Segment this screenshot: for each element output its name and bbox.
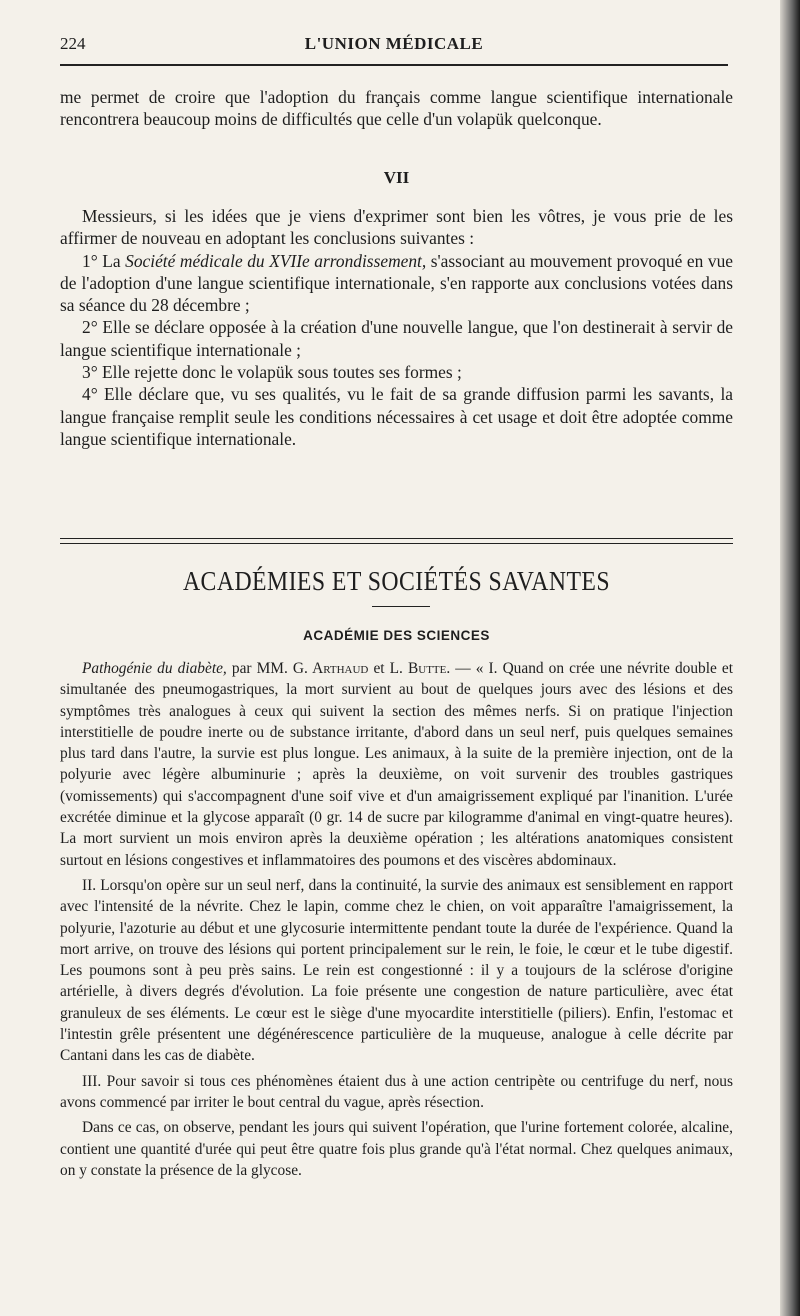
conclusion-2: 2° Elle se déclare opposée à la création d'une nouvelle langue, que l'on destinerait à servir de langue scientifique internationale ;: [60, 317, 733, 360]
conclusion-1-num: 1° La: [82, 250, 126, 271]
academie-des-sciences-heading: ACADÉMIE DES SCIENCES: [303, 628, 490, 643]
society-name: Société médicale du XVIIe arrondissement,: [125, 250, 427, 271]
academies-title: ACADÉMIES ET SOCIÉTÉS SAVANTES: [182, 566, 611, 596]
journal-title: L'UNION MÉDICALE: [304, 34, 484, 53]
author-2: L. Butte.: [389, 660, 451, 677]
section-vii-heading-block: [60, 168, 733, 188]
book-spine-shadow: [780, 0, 800, 1316]
conclusion-4: 4° Elle déclare que, vu ses qualités, vu le fait de sa grande diffusion parmi les savants, la langue française remplit seule les conditions nécessaires à cet usage et doit être adoptée comme langue scientifique internationale.: [60, 384, 733, 449]
header-rule: [60, 64, 728, 66]
conclusion-1-text: s'associant au mouvement provoqué en vue de l'adoption d'une langue scientifique internationale, s'en rapporte aux conclusions votées dans sa séance du 28 décembre ;: [60, 250, 733, 316]
article-paragraph-2: II. Lorsqu'on opère sur un seul nerf, dans la continuité, la survie des animaux est sensiblement en rapport avec l'intensité de la névrite. Chez le lapin, comme chez le chien, on voit apparaître l'amaigrissement, la polyurie, l'azoturie au début et une glycosurie intermittente pendant toute la durée de l'expérience. Quand la mort arrive, on trouve des lésions qui portent principalement sur le rein, le foie, le cœur et le tube digestif. Les poumons sont à peu près sains. Le rein est congestionné : il y a toujours de la sclérose d'origine artérielle, à divers degrés d'évolution. La foie présente une congestion de nature particulière, avec état granuleux de ses éléments. Le cœur est le siège d'une myocardite interstitielle (piliers). Enfin, l'estomac et l'intestin grêle présentent une dégénérescence particulière de la muqueuse, analogue à celle décrite par Cantani dans les cas de diabète.: [60, 876, 733, 1065]
running-header: [60, 34, 728, 58]
title-short-rule: [372, 606, 430, 607]
section-numeral: VII: [383, 168, 410, 187]
article-block: [60, 658, 733, 1181]
article-and: et: [368, 660, 390, 677]
section-double-rule: [60, 538, 733, 544]
article-text-1: — « I. Quand on crée une névrite double et simultanée des pneumogastriques, la mort survient au bout de quelques jours avec des lésions et des symptômes très analogues à ceux qui suivent la section des mêmes nerfs. Si on pratique l'injection interstitielle de poudre inerte ou de substance irritante, d'abord dans un seul nerf, puis quelques semaines plus tard dans l'autre, la survie est plus longue. Les animaux, à la suite de la première injection, ont de la polyurie avec légère albuminurie ; après la deuxième, on voit survenir des troubles gastriques (vomissements) qui s'accompagnent d'une soif vive et d'un amaigrissement expliqué par l'inanition. L'urée excrétée diminue et la glycose apparaît (0 gr. 14 de sucre par kilogramme d'animal en vingt-quatre heures). La mort survient un mois environ après la deuxième opération ; les altérations anatomiques consistent surtout en lésions congestives et inflammatoires des poumons et des viscères abdominaux.: [60, 660, 734, 869]
intro-paragraph: Messieurs, si les idées que je viens d'exprimer sont bien les vôtres, je vous prie de les affirmer de nouveau en adoptant les conclusions suivantes :: [60, 206, 733, 249]
article-paragraph-4: Dans ce cas, on observe, pendant les jours qui suivent l'opération, que l'urine fortement colorée, alcaline, contient une quantité d'urée qui peut être quatre fois plus grande qu'à l'état normal. Chez quelques animaux, on y constate la présence de la glycose.: [60, 1119, 733, 1179]
conclusion-3: 3° Elle rejette donc le volapük sous toutes ses formes ;: [82, 362, 462, 383]
continuation-paragraph: me permet de croire que l'adoption du français comme langue scientifique internationale rencontrera beaucoup moins de difficultés que celle d'un volapük quelconque.: [60, 87, 733, 130]
continuation-block: [60, 86, 733, 131]
page-number: 224: [60, 34, 86, 53]
author-1: G. Arthaud: [292, 660, 369, 677]
article-by: par MM.: [226, 660, 293, 677]
article-title: Pathogénie du diabète,: [82, 660, 227, 677]
article-paragraph-3: III. Pour savoir si tous ces phénomènes étaient dus à une action centripète ou centrifuge du nerf, nous avons commencé par irriter le bout central du vague, après résection.: [60, 1072, 733, 1111]
conclusions-block: [60, 205, 733, 450]
conclusion-1: [60, 250, 733, 317]
article-paragraph-1: [60, 658, 733, 871]
